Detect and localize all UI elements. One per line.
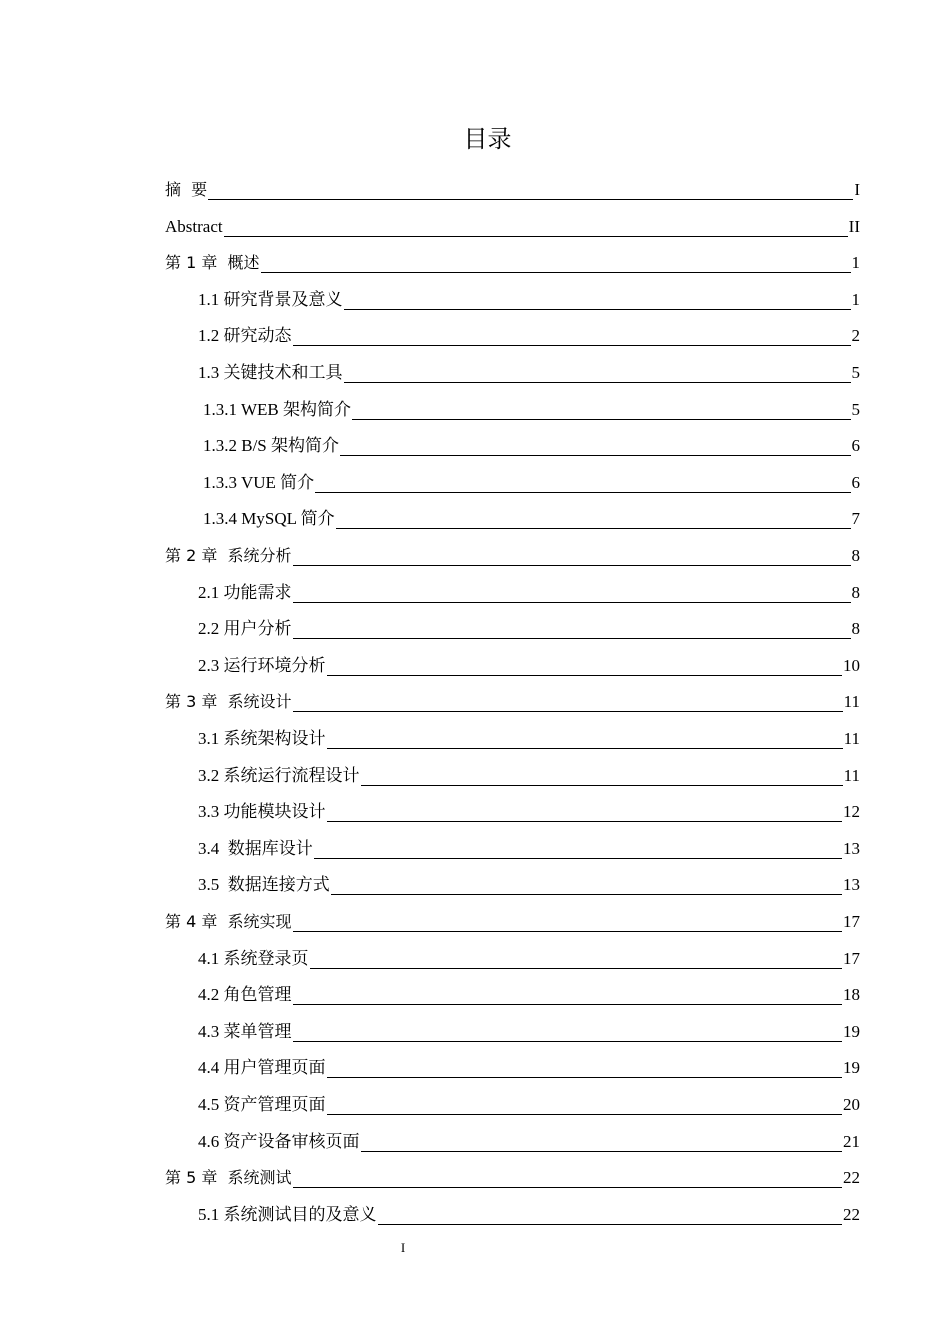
toc-entry-label: 4.2 角色管理 (198, 985, 292, 1004)
toc-entry-page: 17 (843, 912, 860, 931)
toc-entry-label: 5.1 系统测试目的及意义 (198, 1205, 377, 1224)
toc-entry-label: 第 5 章 系统测试 (165, 1168, 292, 1187)
toc-leader-line (327, 675, 843, 676)
toc-entry-label: 3.1 系统架构设计 (198, 729, 326, 748)
toc-leader-line (315, 492, 850, 493)
toc-leader-line (344, 309, 851, 310)
toc-entry[interactable] (165, 538, 860, 574)
toc-entry[interactable] (198, 648, 860, 684)
toc-entry-page: 18 (843, 985, 860, 1004)
toc-entry-page: 5 (851, 363, 860, 382)
toc-entry-page: 2 (851, 326, 860, 345)
toc-entry-label: 1.3.4 MySQL 简介 (203, 509, 335, 528)
toc-entry-label: 4.3 菜单管理 (198, 1022, 292, 1041)
toc-entry[interactable] (198, 575, 860, 611)
toc-leader-line (340, 455, 850, 456)
toc-entry-page: 19 (843, 1022, 860, 1041)
toc-leader-line (352, 419, 851, 420)
toc-entry-page: 1 (851, 290, 860, 309)
toc-entry[interactable] (165, 684, 860, 720)
toc-entry[interactable] (198, 1014, 860, 1050)
toc-entry[interactable] (165, 904, 860, 940)
toc-entry-page: 11 (843, 692, 860, 711)
toc-entry[interactable] (198, 355, 860, 391)
toc-entry-page: 6 (851, 473, 860, 492)
toc-entry-page: 5 (851, 400, 860, 419)
toc-leader-line (310, 968, 843, 969)
toc-leader-line (361, 785, 843, 786)
toc-entry[interactable] (198, 867, 860, 903)
toc-entry-page: 1 (851, 253, 860, 272)
toc-entry-label: 4.6 资产设备审核页面 (198, 1132, 360, 1151)
toc-leader-line (293, 1004, 843, 1005)
toc-entry[interactable] (198, 831, 860, 867)
toc-entry[interactable] (198, 1087, 860, 1123)
toc-entry[interactable] (198, 941, 860, 977)
toc-entry-page: 11 (843, 729, 860, 748)
toc-entry[interactable] (198, 794, 860, 830)
toc-leader-line (344, 382, 851, 383)
toc-entry-label: 4.4 用户管理页面 (198, 1058, 326, 1077)
toc-leader-line (361, 1151, 843, 1152)
toc-entry[interactable] (198, 611, 860, 647)
toc-entry[interactable] (198, 1124, 860, 1160)
toc-entry-label: 3.4 数据库设计 (198, 839, 313, 858)
toc-entry-label: 第 1 章 概述 (165, 253, 260, 272)
toc-entry-page: 22 (843, 1168, 860, 1187)
toc-entry-label: 摘 要 (165, 180, 208, 199)
toc-entry-page: 7 (851, 509, 860, 528)
toc-entry[interactable] (203, 392, 860, 428)
toc-leader-line (293, 711, 843, 712)
toc-entry-label: 第 4 章 系统实现 (165, 912, 292, 931)
toc-entry-page: 8 (851, 583, 860, 602)
toc-leader-line (327, 1114, 843, 1115)
toc-entry-page: 21 (843, 1132, 860, 1151)
toc-entry-label: 1.3.2 B/S 架构简介 (203, 436, 340, 455)
toc-leader-line (336, 528, 851, 529)
toc-leader-line (314, 858, 842, 859)
toc-entry[interactable] (203, 465, 860, 501)
toc-entry[interactable] (198, 1050, 860, 1086)
toc-entry-label: 3.2 系统运行流程设计 (198, 766, 360, 785)
toc-entry-page: I (854, 180, 860, 199)
toc-entry-page: 19 (843, 1058, 860, 1077)
toc-entry-page: 13 (843, 875, 860, 894)
toc-entry-label: 2.2 用户分析 (198, 619, 292, 638)
toc-entry[interactable] (165, 1160, 860, 1196)
toc-entry-label: 1.3 关键技术和工具 (198, 363, 343, 382)
toc-entry-label: 1.3.1 WEB 架构简介 (203, 400, 351, 419)
toc-entry-label: 1.3.3 VUE 简介 (203, 473, 315, 492)
toc-entry[interactable] (198, 758, 860, 794)
toc-entry-label: 2.3 运行环境分析 (198, 656, 326, 675)
toc-entry[interactable] (165, 209, 860, 245)
toc-entry-page: II (848, 217, 860, 236)
toc-entry-page: 8 (851, 546, 860, 565)
toc-entry[interactable] (165, 245, 860, 281)
page-number: I (400, 1240, 406, 1255)
toc-entry-page: 12 (843, 802, 860, 821)
toc-entry-page: 13 (843, 839, 860, 858)
toc-leader-line (327, 1077, 843, 1078)
toc-entry[interactable] (198, 977, 860, 1013)
toc-leader-line (293, 931, 842, 932)
toc-entry-label: 第 2 章 系统分析 (165, 546, 292, 565)
toc-entry-label: 3.5 数据连接方式 (198, 875, 330, 894)
page-title: 目录 (463, 125, 512, 153)
toc-leader-line (224, 236, 848, 237)
toc-entry-page: 10 (843, 656, 860, 675)
toc-entry-label: 3.3 功能模块设计 (198, 802, 326, 821)
toc-leader-line (327, 821, 843, 822)
toc-entry[interactable] (198, 721, 860, 757)
toc-leader-line (293, 565, 851, 566)
toc-entry-label: 2.1 功能需求 (198, 583, 292, 602)
toc-leader-line (293, 602, 851, 603)
toc-entry-page: 20 (843, 1095, 860, 1114)
toc-entry[interactable] (165, 172, 860, 208)
toc-entry-page: 22 (843, 1205, 860, 1224)
toc-leader-line (208, 199, 853, 200)
toc-entry-label: 1.2 研究动态 (198, 326, 292, 345)
toc-leader-line (293, 1041, 843, 1042)
toc-entry[interactable] (198, 282, 860, 318)
toc-entry[interactable] (203, 428, 860, 464)
toc-entry-page: 8 (851, 619, 860, 638)
toc-entry-page: 11 (843, 766, 860, 785)
toc-leader-line (331, 894, 842, 895)
toc-entry[interactable] (203, 501, 860, 537)
toc-entry-label: 第 3 章 系统设计 (165, 692, 292, 711)
toc-entry-page: 17 (843, 949, 860, 968)
toc-leader-line (293, 638, 851, 639)
toc-entry-label: 4.1 系统登录页 (198, 949, 309, 968)
toc-entry-page: 6 (851, 436, 860, 455)
toc-leader-line (378, 1224, 843, 1225)
toc-leader-line (327, 748, 843, 749)
toc-entry[interactable] (198, 318, 860, 354)
toc-entry-label: 4.5 资产管理页面 (198, 1095, 326, 1114)
toc-entry-label: 1.1 研究背景及意义 (198, 290, 343, 309)
toc-leader-line (293, 345, 851, 346)
toc-entry[interactable] (198, 1197, 860, 1233)
toc-leader-line (261, 272, 851, 273)
toc-leader-line (293, 1187, 842, 1188)
toc-entry-label: Abstract (165, 217, 223, 236)
